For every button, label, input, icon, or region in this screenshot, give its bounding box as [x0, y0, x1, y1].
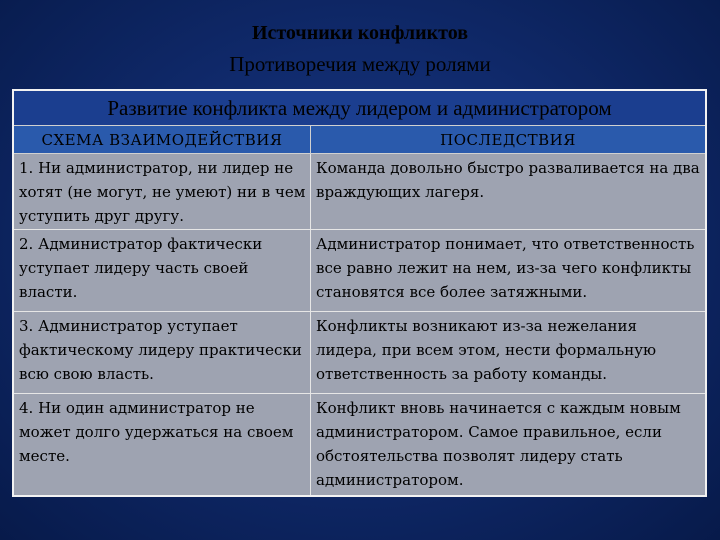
- table-row: [14, 312, 705, 394]
- table-row: [14, 154, 705, 230]
- scheme-cell: 4. Ни один администратор не может долго удержаться на своем месте.: [14, 394, 311, 495]
- header-consequence: ПОСЛЕДСТВИЯ: [440, 130, 576, 149]
- slide-subtitle: Противоречия между ролями: [229, 52, 491, 76]
- consequence-cell: Конфликт вновь начинается с каждым новым администратором. Самое правильное, если обстоятельства позволят лидеру стать администратором.: [316, 399, 681, 489]
- scheme-cell: 3. Администратор уступает фактическому лидеру практически всю свою власть.: [14, 312, 311, 393]
- consequence-cell: Администратор понимает, что ответственность все равно лежит на нем, из-за чего конфликты становятся все более затяжными.: [316, 235, 695, 301]
- conflict-table: [12, 89, 707, 497]
- table-row: [14, 230, 705, 312]
- slide-title: Источники конфликтов: [251, 22, 469, 44]
- consequence-cell: Команда довольно быстро разваливается на два враждующих лагеря.: [316, 159, 700, 201]
- table-row: [14, 394, 705, 495]
- table-header-row: [14, 126, 705, 154]
- consequence-cell: Конфликты возникают из-за нежелания лидера, при всем этом, нести формальную ответственность за работу команды.: [316, 317, 657, 383]
- scheme-cell: 1. Ни администратор, ни лидер не хотят (не могут, не умеют) ни в чем уступить друг другу.: [14, 154, 311, 229]
- table-caption: Развитие конфликта между лидером и администратором: [14, 91, 705, 126]
- header-scheme: СХЕМА ВЗАИМОДЕЙСТВИЯ: [14, 126, 311, 153]
- scheme-cell: 2. Администратор фактически уступает лидеру часть своей власти.: [14, 230, 311, 311]
